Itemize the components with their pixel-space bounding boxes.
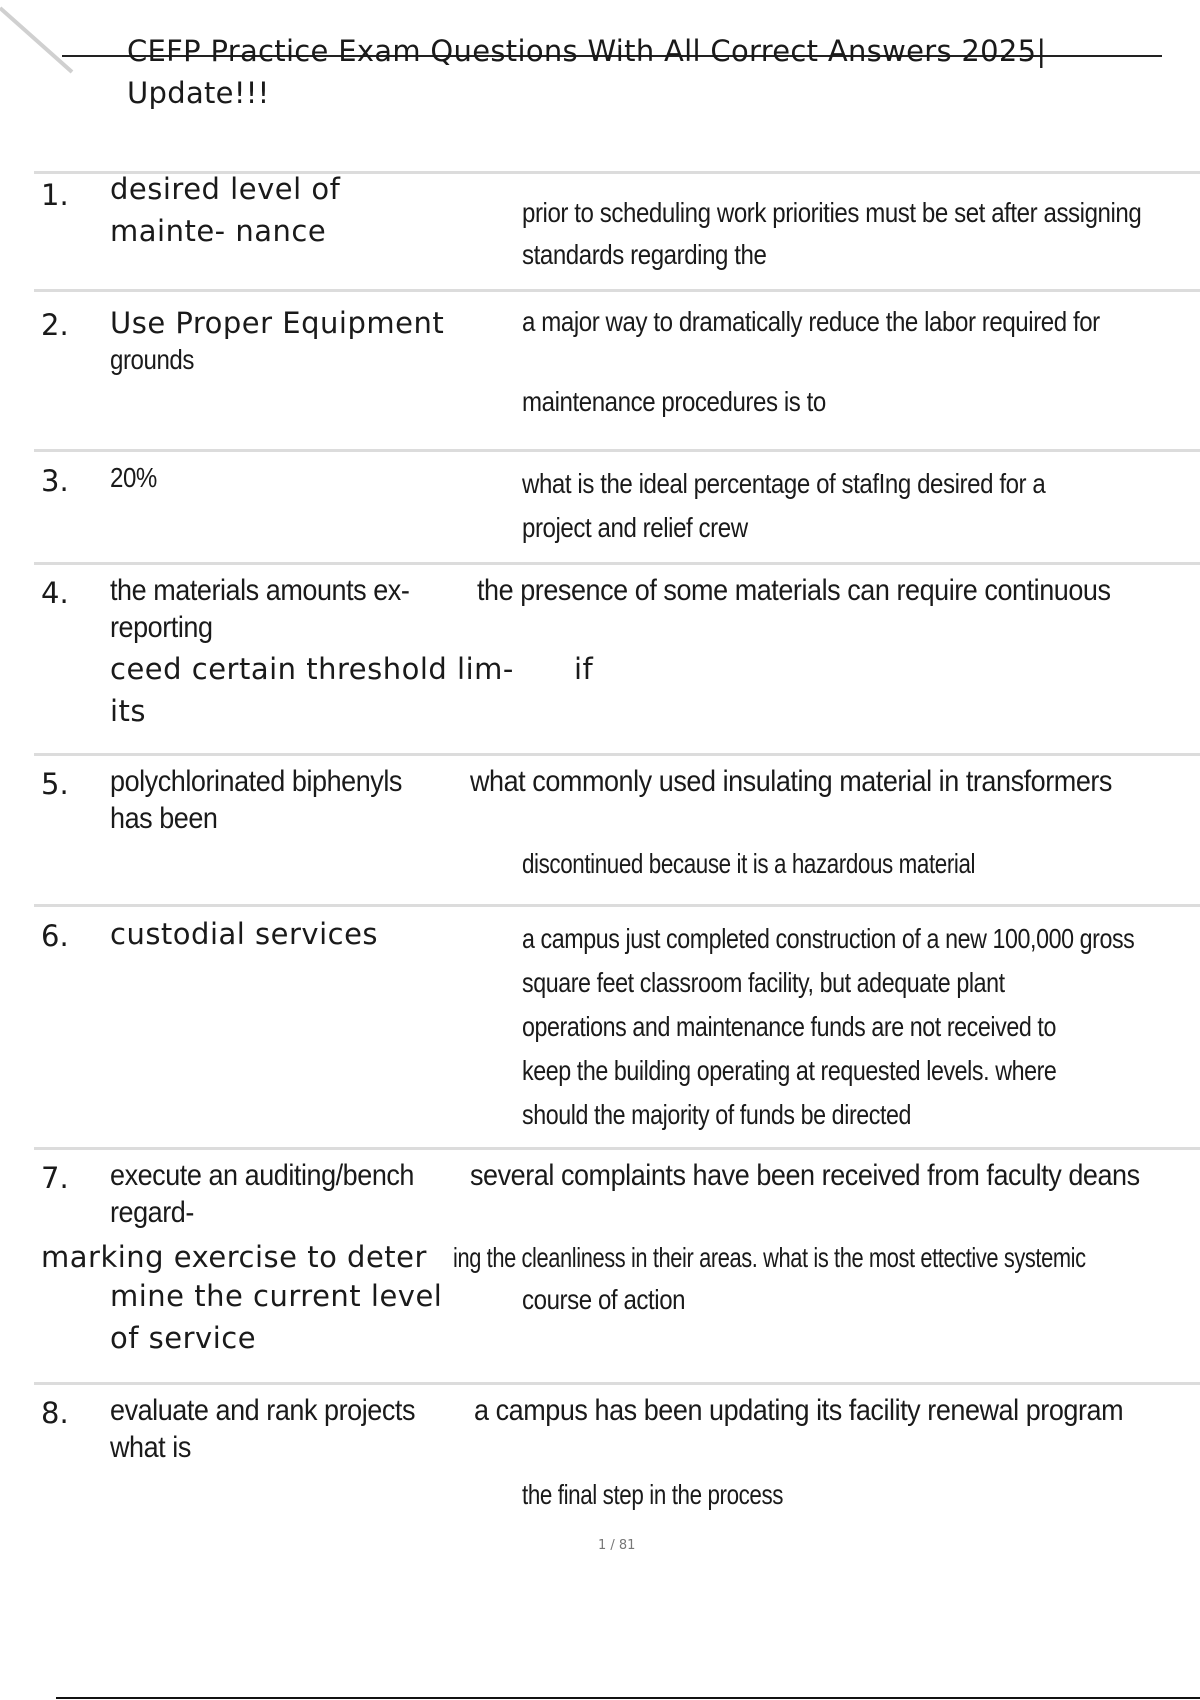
question-text-line: regard- [110,1196,194,1229]
question-text: what is the ideal percentage of stafIng desired for a project and relief crew [522,468,1046,543]
item-number: 4. [41,576,69,610]
qa-item-6 [34,904,1200,1150]
question-text-line: reporting [110,611,213,644]
qa-item-2 [34,289,1200,452]
question-text-line: course of action [522,1284,686,1315]
answer-text: custodial services [110,917,379,951]
item-number: 8. [41,1396,69,1430]
question-text-line: maintenance procedures is to [522,386,826,417]
qa-item-8 [34,1382,1200,1535]
question-text-line: a major way to dramatically reduce the labor required for [522,306,1100,337]
question-text-line: has been [110,802,218,835]
question-text-line: if [574,652,594,686]
answer-text-line: marking exercise to deter [41,1240,427,1274]
item-number: 2. [41,308,69,342]
item-number: 3. [41,464,69,498]
question-text-line: what is [110,1431,191,1464]
question-text: prior to scheduling work priorities must be set after assigning standards regarding the [522,197,1142,270]
qa-item-4 [34,562,1200,756]
answer-text-continued: mine the current level of service [110,1279,443,1355]
qa-item-1 [34,171,1200,289]
question-text-line: discontinued because it is a hazardous material [522,848,976,879]
qa-item-3 [34,449,1200,565]
item-number: 5. [41,767,69,801]
answer-text: Use Proper Equipment [110,306,445,340]
item-number: 1. [41,178,69,212]
question-text-line: grounds [110,344,195,375]
question-text-line: several complaints have been received from faculty deans [470,1159,1140,1192]
question-text-line: the presence of some materials can require continuous [477,574,1111,607]
answer-text-line: the materials amounts ex- [110,574,410,607]
qa-item-5 [34,753,1200,907]
answer-text-continued: ceed certain threshold lim- its [110,652,514,728]
qa-item-7 [34,1147,1200,1385]
answer-text: desired level of mainte- nance [110,172,341,248]
item-number: 6. [41,919,69,953]
answer-text-line: execute an auditing/bench [110,1159,415,1192]
title-line-2: Update!!! [127,76,270,110]
corner-fold-mark [0,0,80,80]
question-text-line: a campus has been updating its facility renewal program [474,1394,1124,1427]
question-text: a campus just completed construction of a new 100,000 gross square feet classroom facility, but adequate plant operations and maintenance funds are not received to keep the building operating at requested levels. where should the majority of funds be directed [522,923,1135,1130]
answer-text: polychlorinated biphenyls [110,765,402,798]
question-text-line: ing the cleanliness in their areas. what is the most ettective systemic [453,1242,1086,1273]
answer-text: 20% [110,462,157,493]
answer-text: evaluate and rank projects [110,1394,416,1427]
page-indicator: 1 / 81 [598,1538,636,1553]
title-line-1: CEFP Practice Exam Questions With All Correct Answers 2025| [127,34,1047,68]
question-text-line: what commonly used insulating material in transformers [470,765,1112,798]
footer-rule [56,1697,1200,1699]
document-title [127,30,1046,114]
question-text-line: the final step in the process [522,1479,784,1510]
item-number: 7. [41,1161,69,1195]
